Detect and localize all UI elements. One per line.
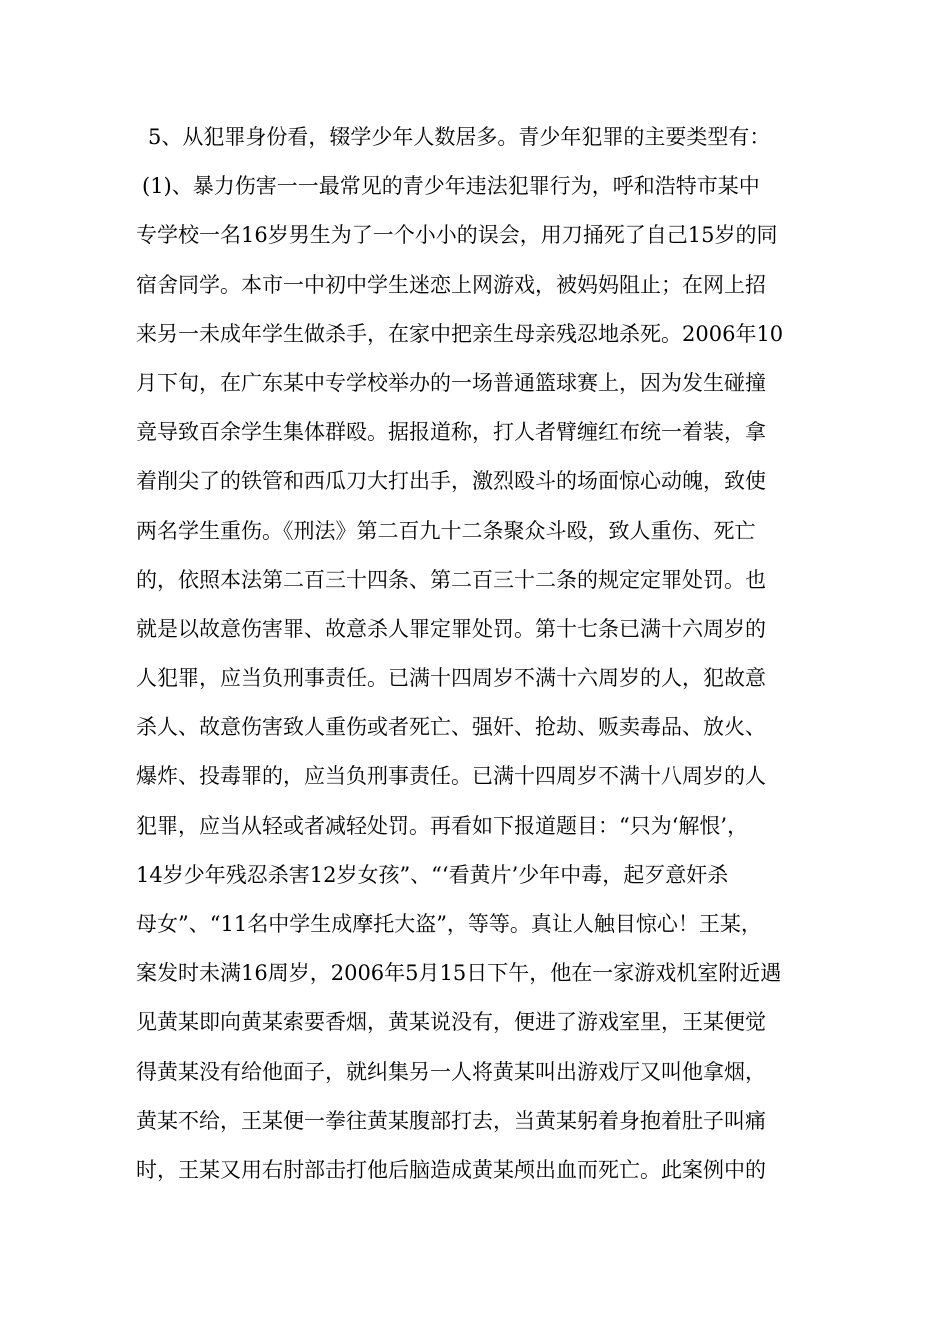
text-line: 来另一未成年学生做杀手，在家中把亲生母亲残忍地杀死。2006年10	[136, 321, 784, 346]
text-line: 就是以故意伤害罪、故意杀人罪定罪处罚。第十七条已满十六周岁的	[136, 616, 766, 641]
text-line: 母女”、“11名中学生成摩托大盗”，等等。真让人触目惊心！王某，	[136, 912, 762, 936]
text-line: 的，依照本法第二百三十四条、第二百三十二条的规定定罪处罚。也	[136, 567, 766, 592]
text-line: 爆炸、投毒罪的，应当负刑事责任。已满十四周岁不满十八周岁的人	[136, 764, 766, 789]
text-line: 得黄某没有给他面子，就纠集另一人将黄某叫出游戏厅又叫他拿烟，	[136, 1059, 766, 1084]
text-line: 着削尖了的铁管和西瓜刀大打出手，激烈殴斗的场面惊心动魄，致使	[136, 469, 766, 494]
text-line: 人犯罪，应当负刑事责任。已满十四周岁不满十六周岁的人，犯故意	[136, 666, 766, 691]
document-body	[136, 113, 836, 1195]
text-line: 14岁少年残忍杀害12岁女孩”、“‘看黄片’少年中毒，起歹意奸杀	[136, 862, 729, 887]
text-line: 时，王某又用右肘部击打他后脑造成黄某颅出血而死亡。此案例中的	[136, 1157, 766, 1182]
text-line: 犯罪，应当从轻或者减轻处罚。再看如下报道题目：“只为‘解恨’，	[136, 813, 749, 838]
text-line: 宿舍同学。本市一中初中学生迷恋上网游戏，被妈妈阻止；在网上招	[136, 272, 766, 297]
text-line: 案发时未满16周岁，2006年5月15日下午，他在一家游戏机室附近遇	[136, 961, 782, 986]
text-line: 竟导致百余学生集体群殴。据报道称，打人者臂缠红布统一着装，拿	[136, 420, 766, 445]
text-line: 见黄某即向黄某索要香烟，黄某说没有，便进了游戏室里，王某便觉	[136, 1010, 766, 1035]
text-line: 5、从犯罪身份看，辍学少年人数居多。青少年犯罪的主要类型有：	[148, 125, 771, 149]
text-line: 黄某不给，王某便一拳往黄某腹部打去，当黄某躬着身抱着肚子叫痛	[136, 1108, 766, 1133]
text-line: 月下旬，在广东某中专学校举办的一场普通篮球赛上，因为发生碰撞	[136, 370, 766, 395]
text-line: 专学校一名16岁男生为了一个小小的误会，用刀捅死了自己15岁的同	[136, 223, 778, 248]
text-line: (1)、暴力伤害一一最常见的青少年违法犯罪行为，呼和浩特市某中	[142, 174, 760, 199]
text-line: 杀人、故意伤害致人重伤或者死亡、强奸、抢劫、贩卖毒品、放火、	[136, 715, 766, 740]
text-line: 两名学生重伤。《刑法》第二百九十二条聚众斗殴，致人重伤、死亡	[136, 518, 756, 543]
